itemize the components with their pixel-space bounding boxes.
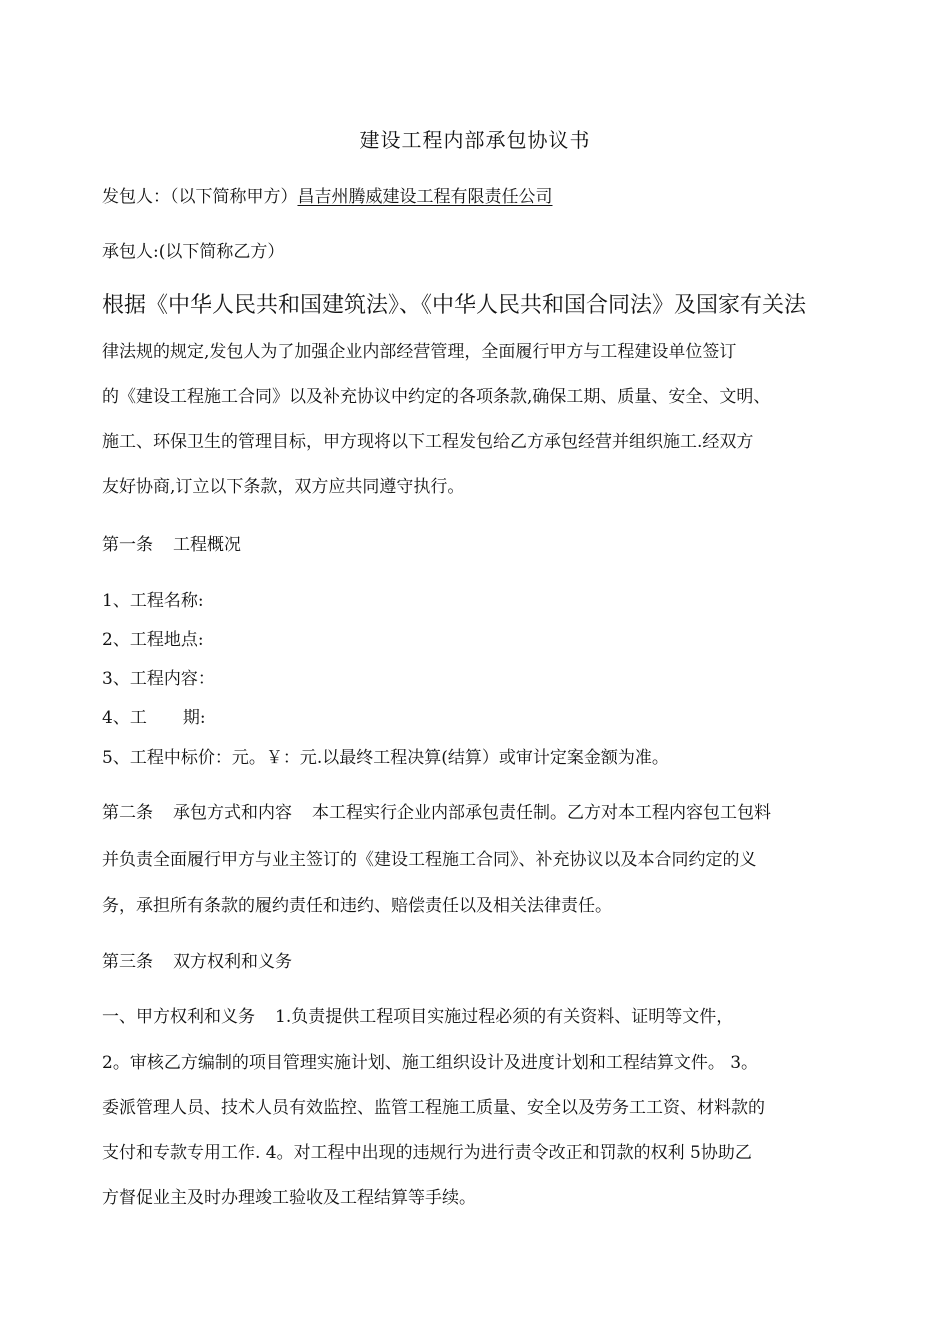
article3-first-text: 1.负责提供工程项目实施过程必须的有关资料、证明等文件， <box>275 1007 734 1027</box>
party-b-line: 承包人:(以下简称乙方） <box>102 242 285 262</box>
article1-item-5: 5、工程中标价：元。￥：元.以最终工程决算(结算）或审计定案金额为准。 <box>102 748 669 768</box>
article1-item-4-prefix: 4、工 <box>102 708 147 728</box>
article3-heading <box>102 948 292 976</box>
article3-number: 第三条 <box>102 952 153 972</box>
article3-line-4: 支付和专款专用工作. 4。对工程中出现的违规行为进行责令改正和罚款的权利 5协助乙 <box>102 1143 752 1163</box>
party-a-name: 昌吉州腾威建设工程有限责任公司 <box>297 187 553 207</box>
article1-item-3: 3、工程内容： <box>102 669 215 689</box>
article1-item-2: 2、工程地点: <box>102 630 204 650</box>
article3-title: 双方权利和义务 <box>173 952 292 972</box>
article2-first-text: 本工程实行企业内部承包责任制。乙方对本工程内容包工包料 <box>312 803 771 823</box>
article3-section-label: 一、甲方权利和义务 <box>102 1007 255 1027</box>
preamble-line-4: 施工、环保卫生的管理目标，甲方现将以下工程发包给乙方承包经营并组织施工.经双方 <box>102 432 754 452</box>
article2-line-3: 务，承担所有条款的履约责任和违约、赔偿责任以及相关法律责任。 <box>102 896 612 916</box>
article1-item-4-suffix: 期: <box>182 708 206 728</box>
article1-title: 工程概况 <box>173 535 241 555</box>
article1-item-1: 1、工程名称: <box>102 591 204 611</box>
party-a-label: 发包人：（以下简称甲方） <box>102 187 298 207</box>
article2-title: 承包方式和内容 <box>173 803 292 823</box>
article2-line-2: 并负责全面履行甲方与业主签订的《建设工程施工合同》、补充协议以及本合同约定的义 <box>102 850 757 870</box>
article3-line-5: 方督促业主及时办理竣工验收及工程结算等手续。 <box>102 1188 476 1208</box>
article3-line-2: 2。审核乙方编制的项目管理实施计划、施工组织设计及进度计划和工程结算文件。 3。 <box>102 1053 759 1073</box>
document-title: 建设工程内部承包协议书 <box>359 128 591 152</box>
preamble-line-5: 友好协商,订立以下条款，双方应共同遵守执行。 <box>102 477 465 497</box>
preamble-line-2: 律法规的规定,发包人为了加强企业内部经营管理，全面履行甲方与工程建设单位签订 <box>102 342 737 362</box>
party-a-line <box>102 183 553 211</box>
article1-number: 第一条 <box>102 535 153 555</box>
preamble-line-3: 的《建设工程施工合同》以及补充协议中约定的各项条款,确保工期、质量、安全、文明、 <box>102 387 771 407</box>
article1-heading <box>102 531 241 559</box>
article3-line-3: 委派管理人员、技术人员有效监控、监管工程施工质量、安全以及劳务工工资、材料款的 <box>102 1098 765 1118</box>
article1-item-4 <box>102 704 206 732</box>
preamble-line-1: 根据《中华人民共和国建筑法》、《中华人民共和国合同法》及国家有关法 <box>102 293 807 318</box>
article3-line-1 <box>102 1003 733 1031</box>
article2-number: 第二条 <box>102 803 153 823</box>
article2-line-1 <box>102 799 771 827</box>
